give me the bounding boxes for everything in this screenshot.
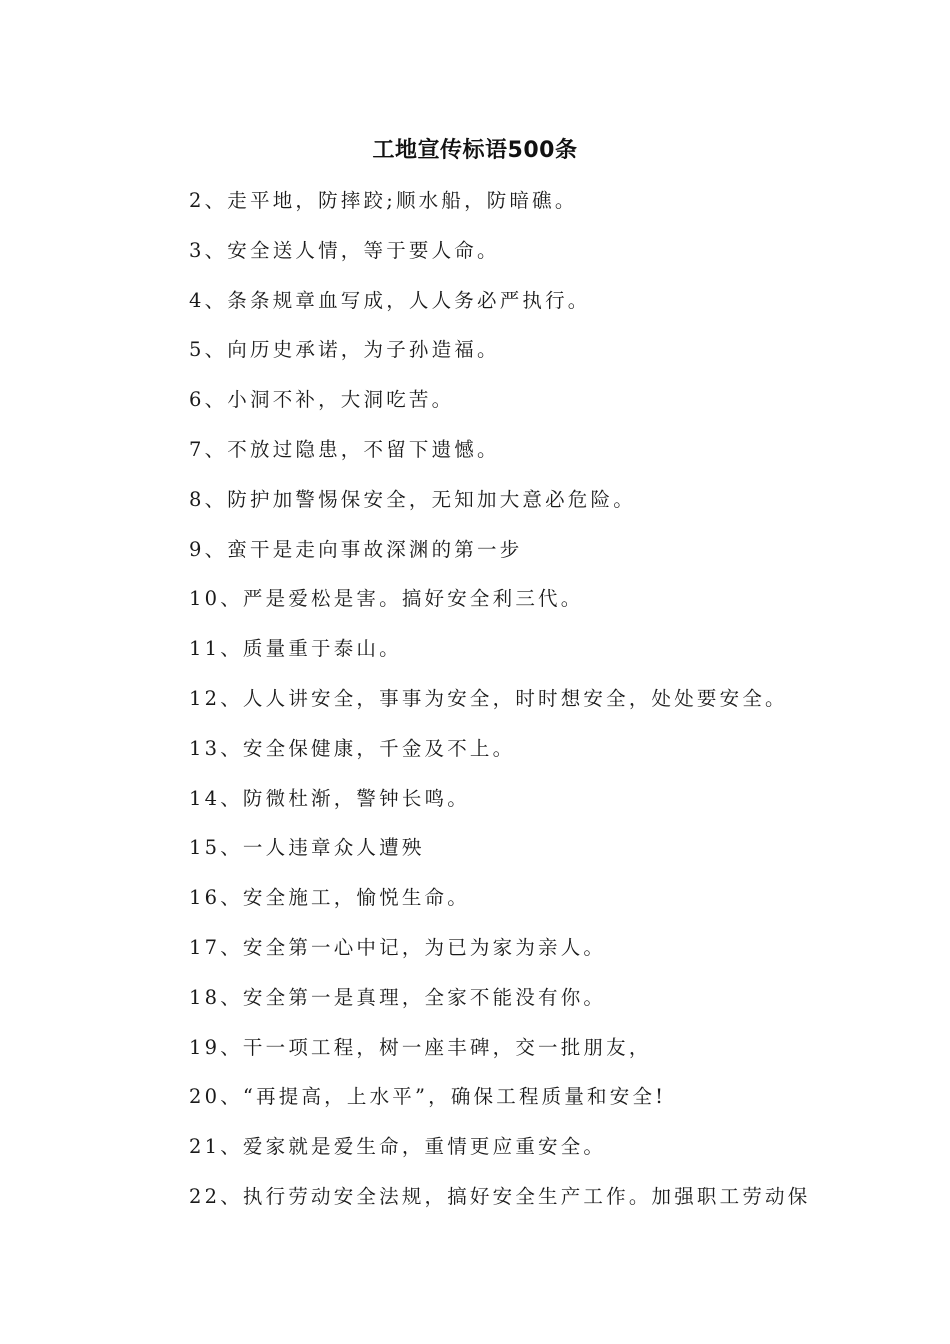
list-item: 20、“再提高，上水平”，确保工程质量和安全! bbox=[189, 1085, 667, 1109]
list-item: 21、爱家就是爱生命，重情更应重安全。 bbox=[189, 1135, 607, 1159]
slogan-list bbox=[189, 184, 889, 1230]
list-item: 14、防微杜渐，警钟长鸣。 bbox=[189, 786, 470, 810]
list-item: 19、干一项工程，树一座丰碑，交一批朋友， bbox=[189, 1035, 652, 1059]
list-item: 17、安全第一心中记，为已为家为亲人。 bbox=[189, 935, 607, 959]
list-item: 10、严是爱松是害。搞好安全利三代。 bbox=[189, 587, 584, 611]
list-item: 16、安全施工，愉悦生命。 bbox=[189, 886, 470, 910]
list-item: 2、走平地，防摔跤;顺水船，防暗礁。 bbox=[189, 189, 578, 212]
list-item: 9、蛮干是走向事故深渊的第一步 bbox=[189, 537, 523, 561]
list-item: 18、安全第一是真理，全家不能没有你。 bbox=[189, 985, 607, 1009]
list-item: 15、一人违章众人遭殃 bbox=[189, 836, 425, 860]
list-item: 8、防护加警惕保安全，无知加大意必危险。 bbox=[189, 487, 636, 511]
list-item: 3、安全送人情，等于要人命。 bbox=[189, 238, 500, 262]
list-item: 4、条条规章血写成，人人务必严执行。 bbox=[189, 288, 591, 312]
list-item: 12、人人讲安全，事事为安全，时时想安全，处处要安全。 bbox=[189, 686, 788, 710]
list-item: 11、质量重于泰山。 bbox=[189, 637, 402, 661]
list-item: 5、向历史承诺，为子孙造福。 bbox=[189, 338, 500, 362]
list-item: 22、执行劳动安全法规，搞好安全生产工作。加强职工劳动保 bbox=[189, 1184, 811, 1208]
document-title: 工地宣传标语500条 bbox=[372, 138, 578, 163]
list-item: 13、安全保健康，千金及不上。 bbox=[189, 736, 516, 760]
list-item: 6、小洞不补，大洞吃苦。 bbox=[189, 388, 455, 412]
list-item: 7、不放过隐患，不留下遗憾。 bbox=[189, 437, 500, 461]
